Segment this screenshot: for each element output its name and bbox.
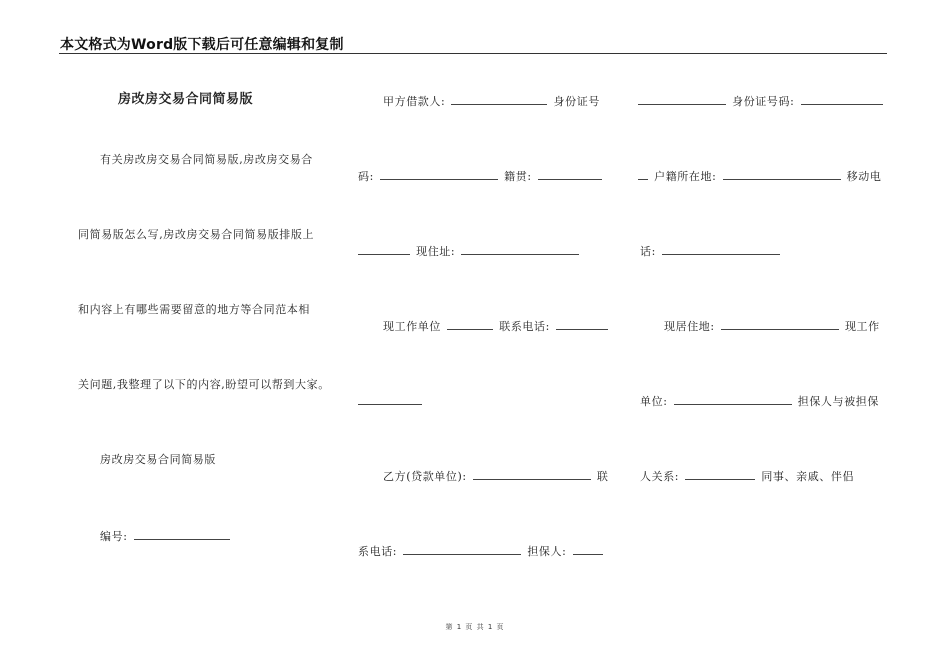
relation-label-start: 担保人与被担保 — [797, 395, 879, 408]
current-address-label: 现住址: — [416, 245, 456, 258]
guarantor-id-row — [638, 93, 885, 109]
work-unit-row — [383, 318, 610, 334]
party-b-row — [383, 468, 609, 484]
guarantor-id-label: 身份证号码: — [732, 95, 795, 108]
contract-number-label: 编号: — [100, 530, 128, 543]
unit-label: 单位: — [640, 395, 668, 408]
household-label: 户籍所在地: — [654, 170, 717, 183]
party-b-phone-blank — [403, 543, 521, 555]
residence-label: 现居住地: — [664, 320, 715, 333]
page-footer: 第 1 页 共 1 页 — [445, 623, 505, 631]
guarantor-label: 担保人: — [527, 545, 567, 558]
unit-row — [640, 393, 879, 409]
household-row — [638, 168, 881, 184]
prev-blank — [358, 243, 410, 255]
party-a-row-2 — [358, 168, 604, 184]
continuation-row — [358, 393, 424, 409]
mobile-label-start: 移动电 — [846, 170, 882, 183]
household-lead-blank — [638, 168, 648, 180]
intro-line-3: 和内容上有哪些需要留意的地方等合同范本相 — [78, 303, 310, 316]
mobile-label-end: 话: — [640, 245, 656, 258]
continuation-blank — [358, 393, 422, 405]
intro-line-2: 同简易版怎么写,房改房交易合同简易版排版上 — [78, 228, 315, 241]
current-address-blank — [461, 243, 579, 255]
party-b-label: 乙方(贷款单位): — [383, 470, 467, 483]
contract-number-row — [100, 528, 232, 544]
party-b-phone-label: 系电话: — [358, 545, 398, 558]
intro-line-1: 有关房改房交易合同简易版,房改房交易合 — [100, 153, 313, 166]
guarantor-id-blank — [801, 93, 883, 105]
work-label-start: 现工作 — [844, 320, 880, 333]
subtitle-line: 房改房交易合同简易版 — [100, 453, 216, 466]
work-unit-label: 现工作单位 — [383, 320, 441, 333]
guarantor-name-blank — [638, 93, 726, 105]
guarantor-blank — [573, 543, 603, 555]
document-title: 房改房交易合同简易版 — [118, 92, 254, 107]
work-unit-blank — [447, 318, 493, 330]
party-a-label: 甲方借款人: — [383, 95, 446, 108]
relation-blank — [685, 468, 755, 480]
party-b-row-2 — [358, 543, 605, 559]
unit-blank — [674, 393, 792, 405]
current-address-row — [358, 243, 581, 259]
relation-row — [640, 468, 854, 484]
mobile-row — [640, 243, 782, 259]
residence-blank — [721, 318, 839, 330]
id-number-blank — [380, 168, 498, 180]
page-header: 本文格式为Word版下载后可任意编辑和复制 — [60, 37, 344, 53]
mobile-blank — [662, 243, 780, 255]
header-rule — [59, 53, 887, 54]
contact-phone-label: 联系电话: — [499, 320, 550, 333]
native-place-blank — [538, 168, 602, 180]
relation-options: 同事、亲戚、伴侣 — [761, 470, 855, 483]
household-blank — [723, 168, 841, 180]
party-b-blank — [473, 468, 591, 480]
party-a-blank — [451, 93, 547, 105]
id-number-label-start: 身份证号 — [553, 95, 600, 108]
native-place-label: 籍贯: — [504, 170, 532, 183]
relation-label-end: 人关系: — [640, 470, 680, 483]
party-a-row — [383, 93, 600, 109]
contract-number-blank — [134, 528, 230, 540]
residence-row — [664, 318, 880, 334]
id-number-label-end: 码: — [358, 170, 374, 183]
intro-line-4: 关问题,我整理了以下的内容,盼望可以帮到大家。 — [78, 378, 330, 391]
contact-phone-blank — [556, 318, 608, 330]
party-b-contact-start: 联 — [596, 470, 609, 483]
